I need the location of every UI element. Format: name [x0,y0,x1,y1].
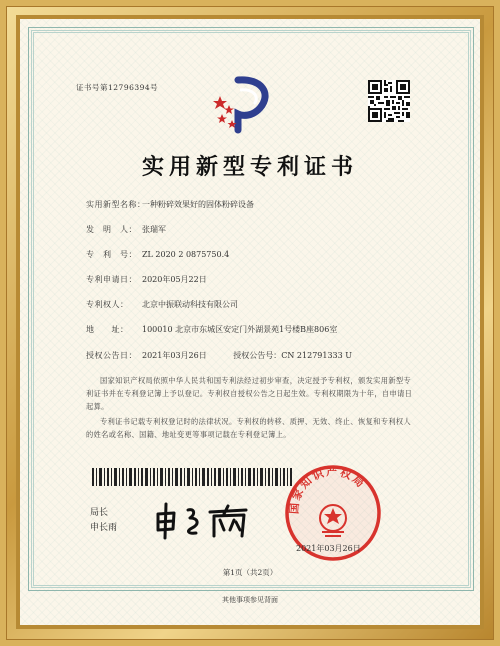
signature-title: 局长 [90,508,109,518]
field-label: 专利权人： [86,300,129,309]
field-value: 北京中振联动科技有限公司 [142,300,238,309]
field-patent-number [86,249,229,260]
field-inventor [86,224,166,235]
certificate-number: 证书号第12796394号 [76,83,159,92]
field-address [86,324,337,335]
seal-text: 国家知识产权局 [287,465,369,515]
field-label: 授权公告日： [86,351,137,360]
cnipa-logo-icon [210,72,276,134]
barcode-icon [92,468,292,486]
footer-note: 其他事项参见背面 [222,596,278,604]
field-label: 实用新型名称： [86,200,146,209]
field-label: 地 址： [86,325,129,334]
field-patentee [86,299,238,310]
paragraph-grant: 国家知识产权局依照中华人民共和国专利法经过初步审查，决定授予专利权，颁发实用新型专利证书并在专利登记簿上予以登记。专利权自授权公告之日起生效。专利权期限为十年，自申请日起算。 [86,376,413,411]
handwritten-signature-icon [150,500,260,540]
field-value: ZL 2020 2 0875750.4 [142,250,230,259]
certificate-title: 实用新型专利证书 [141,154,358,180]
field-application-date [86,274,207,285]
field-label: 专 利 号： [86,250,137,259]
field-utility-model-name [86,199,254,210]
field-value: 张瑞军 [142,225,166,234]
field-grant-date [86,350,352,361]
field-value: 一种粉碎效果好的固体粉碎设备 [142,200,254,209]
qr-code-icon [368,80,410,122]
field-label: 发 明 人： [86,225,137,234]
announcement-number: 授权公告号：CN 212791333 U [233,351,353,360]
field-value: 2020年05月22日 [142,275,207,284]
page-number: 第1页（共2页） [222,568,278,577]
field-value: 100010 北京市东城区安定门外湖景苑1号楼B座806室 [142,325,338,334]
signature-printed-name: 申长雨 [90,523,118,533]
field-value: 2021年03月26日 [142,351,207,360]
field-label: 专利申请日： [86,275,137,284]
seal-date: 2021年03月26日 [296,544,361,553]
paragraph-legal-status: 专利证书记载专利权登记时的法律状况。专利权的转移、质押、无效、终止、恢复和专利权人的姓名或名称、国籍、地址变更等事项记载在专利登记簿上。 [86,417,412,439]
